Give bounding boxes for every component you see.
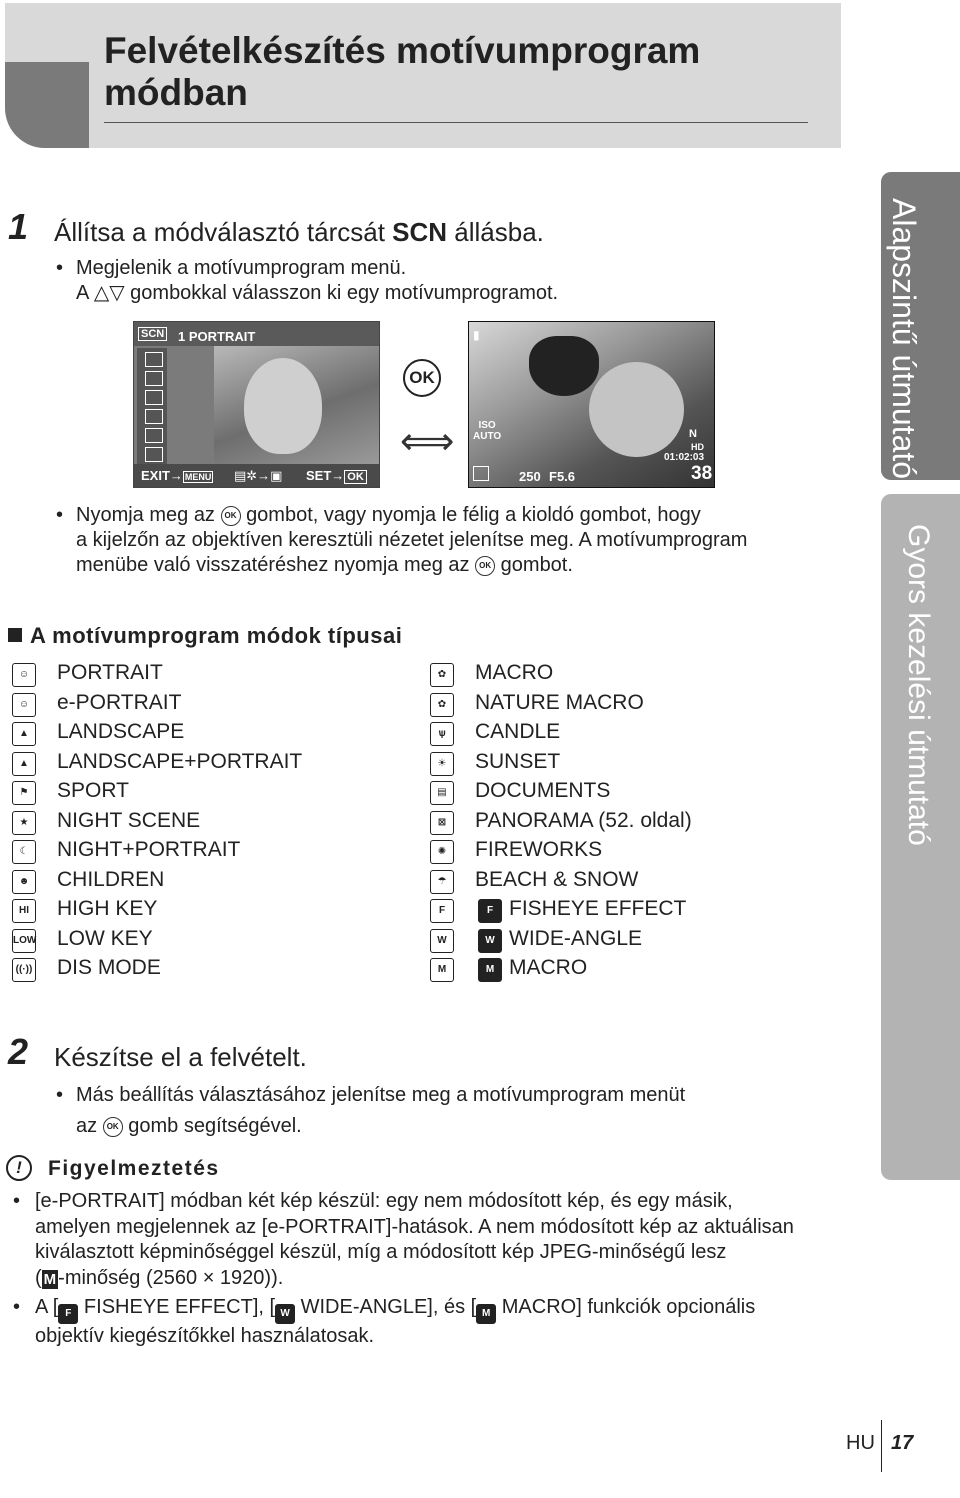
mode-label: NATURE MACRO	[475, 690, 644, 714]
step1-text-scn: SCN	[392, 217, 448, 247]
mode-label: BEACH & SNOW	[475, 867, 639, 891]
mode-indicator-icon	[473, 466, 489, 481]
list-item	[12, 661, 402, 691]
step1-text	[54, 217, 544, 248]
portrait-photo	[214, 346, 379, 464]
dog-shape	[529, 336, 599, 396]
list-item	[430, 691, 850, 721]
step1-bullet-line2-b: gombokkal válasszon ki egy motívumprogramot.	[130, 282, 559, 304]
wide-angle-icon: W	[430, 929, 454, 953]
list-item	[430, 661, 850, 691]
mode-label: LOW KEY	[57, 926, 153, 950]
warning-p2-line1-c: WIDE-ANGLE], és [	[295, 1296, 477, 1318]
recording-time: 01:02:03	[664, 452, 705, 463]
iso-label: ISO	[478, 420, 496, 431]
mode-label: CHILDREN	[57, 867, 165, 891]
mode-thumb-icon[interactable]	[145, 447, 163, 462]
page-title-line2: módban	[104, 72, 248, 113]
iso-auto-label: AUTO	[473, 431, 502, 442]
step1-bullet-line2	[76, 281, 836, 306]
scene-menu-screen	[133, 321, 380, 488]
documents-icon: ▤	[430, 781, 454, 805]
side-tab-basic-guide-label	[887, 198, 921, 479]
page-number: 17	[891, 1432, 914, 1454]
list-item	[12, 868, 402, 898]
side-tab-basic-line1: Alapszintű	[886, 198, 922, 346]
mode-thumb-icon[interactable]	[145, 409, 163, 424]
menu-top-bar	[134, 322, 379, 346]
list-item	[12, 927, 402, 957]
warning-p2-line1	[35, 1295, 855, 1324]
warning-p1-line4	[35, 1266, 855, 1292]
fisheye-icon: F	[58, 1304, 78, 1324]
warning-p2-line1-d: MACRO] funkciók opcionális	[496, 1296, 756, 1318]
battery-icon: ▮	[473, 328, 480, 342]
mode-label: SUNSET	[475, 749, 561, 773]
night-scene-icon: ★	[12, 811, 36, 835]
mode-label: MACRO	[509, 956, 588, 979]
list-item	[12, 720, 402, 750]
side-tab-quick-guide[interactable]	[881, 494, 960, 1180]
section-title: A motívumprogram módok típusai	[30, 623, 403, 648]
section-square-icon	[8, 628, 22, 642]
ok-button-icon: OK	[403, 359, 441, 397]
e-portrait-icon: ☺	[12, 693, 36, 717]
fisheye-icon: F	[478, 899, 502, 923]
shutter-speed: 250	[519, 469, 541, 484]
menu-set-label: SET→ OK	[306, 468, 367, 483]
mode-label: PORTRAIT	[57, 661, 163, 684]
bullet-dot: •	[56, 257, 64, 279]
children-icon: ☻	[12, 870, 36, 894]
menu-key: MENU	[184, 472, 212, 482]
page-title	[104, 30, 804, 114]
wide-angle-icon: W	[275, 1304, 295, 1324]
warning-title: Figyelmeztetés	[48, 1157, 220, 1180]
nature-macro-icon: ✿	[430, 693, 454, 717]
mode-label: MACRO	[475, 661, 554, 684]
bullet2-line1-b: gombot, vagy nyomja le félig a kioldó gombot, hogy	[246, 504, 701, 526]
mode-thumb-icon[interactable]	[145, 428, 163, 443]
dis-mode-icon: ((·))	[12, 958, 36, 982]
mode-label: NIGHT+PORTRAIT	[57, 838, 241, 861]
candle-icon: ѱ	[430, 722, 454, 746]
list-item	[12, 691, 402, 721]
set-text: SET	[306, 468, 332, 483]
warning-paragraph-1	[13, 1189, 855, 1291]
warning-paragraph-2	[13, 1295, 855, 1350]
panorama-icon: ⊠	[430, 811, 454, 835]
landscape-portrait-icon: ▲	[12, 752, 36, 776]
macro-converter-icon: M	[478, 958, 502, 982]
scn-badge: SCN	[138, 327, 167, 341]
high-key-icon: HI	[12, 899, 36, 923]
step2-bullet-line2	[76, 1111, 836, 1142]
menu-selected-title: 1 PORTRAIT	[178, 329, 256, 344]
mode-label: LANDSCAPE	[57, 720, 185, 743]
bullet-dot: •	[13, 1190, 21, 1212]
list-item	[12, 750, 402, 780]
page-title-line1: Felvételkészítés motívumprogram	[104, 30, 701, 71]
language-code: HU	[846, 1432, 875, 1454]
ok-small-icon: OK	[475, 556, 495, 576]
list-item	[12, 809, 402, 839]
step2-bullet-line2-a: az	[76, 1115, 98, 1137]
mode-label: CANDLE	[475, 720, 561, 743]
fisheye-icon: F	[430, 899, 454, 923]
step1-bullet	[56, 256, 836, 306]
list-item	[430, 897, 850, 927]
footer-divider	[881, 1420, 882, 1472]
exit-text: EXIT	[141, 468, 170, 483]
list-item	[430, 750, 850, 780]
bullet2-line1	[76, 503, 846, 528]
list-item	[430, 779, 850, 809]
bullet-dot: •	[13, 1296, 21, 1318]
fireworks-icon: ✺	[430, 840, 454, 864]
step1-text-b: állásba.	[447, 217, 544, 247]
list-item	[12, 897, 402, 927]
side-tab-quick-guide-label: Gyors kezelési útmutató	[902, 524, 935, 846]
step2-bullet	[56, 1080, 836, 1142]
bullet2-line3-b: gombot.	[500, 554, 573, 576]
macro-converter-icon: M	[430, 958, 454, 982]
list-item	[430, 956, 850, 986]
macro-icon: ✿	[430, 663, 454, 687]
face-shape	[244, 358, 322, 454]
warning-p1-line4-b: -minőség (2560 × 1920)).	[58, 1266, 284, 1289]
ok-small-icon: OK	[221, 506, 241, 526]
boy-face-shape	[589, 362, 684, 457]
sunset-icon: ☀	[430, 752, 454, 776]
night-portrait-icon: ☾	[12, 840, 36, 864]
side-tab-basic-line2: útmutató	[886, 354, 922, 480]
warning-p2-line1-a: A [	[35, 1296, 59, 1318]
aperture-value: F5.6	[549, 469, 576, 484]
macro-converter-icon: M	[476, 1304, 496, 1324]
mode-label: FIREWORKS	[475, 838, 603, 861]
ok-key: OK	[344, 470, 367, 484]
list-item	[430, 720, 850, 750]
low-key-icon: LOW	[12, 929, 36, 953]
caution-icon: !	[6, 1155, 32, 1181]
shots-remaining: 38	[691, 463, 713, 484]
menu-exit-label: EXIT→ MENU	[141, 468, 212, 483]
mode-label: NIGHT SCENE	[57, 808, 201, 832]
step2-number: 2	[8, 1031, 29, 1072]
header-tab	[5, 62, 89, 148]
list-item	[12, 838, 402, 868]
side-tab-basic-guide[interactable]	[881, 172, 960, 480]
mode-thumb-icon[interactable]	[145, 390, 163, 405]
step2-bullet-line1: Más beállítás választásához jelenítse meg a motívumprogram menüt	[76, 1084, 686, 1106]
wide-angle-icon: W	[478, 929, 502, 953]
bullet2-line3	[76, 553, 846, 578]
step1-bullet2	[56, 503, 846, 578]
arrow-down-icon: ▽	[109, 282, 125, 304]
list-item	[430, 809, 850, 839]
bullet-dot: •	[56, 504, 64, 526]
mode-label: SPORT	[57, 779, 129, 802]
arrow-up-icon: △	[93, 282, 110, 304]
iso-indicator	[473, 420, 501, 442]
list-item	[430, 838, 850, 868]
quality-indicator: N	[689, 428, 697, 440]
mode-label: e-PORTRAIT	[57, 690, 182, 714]
step1-bullet-line1: Megjelenik a motívumprogram menü.	[76, 257, 407, 279]
info-key-icon: ▤✲→▣	[234, 468, 283, 483]
mode-label: HIGH KEY	[57, 897, 158, 920]
mode-thumb-icon[interactable]	[145, 371, 163, 386]
live-view-screen	[468, 321, 715, 488]
ok-small-icon: OK	[103, 1117, 123, 1137]
warning-p1-line1: [e-PORTRAIT] módban két kép készül: egy nem módosított kép, és egy másik,	[35, 1190, 733, 1212]
bullet-dot: •	[56, 1084, 64, 1106]
bullet2-line3-a: menübe való visszatéréshez nyomja meg az	[76, 554, 470, 576]
step1-number: 1	[8, 206, 29, 247]
landscape-icon: ▲	[12, 722, 36, 746]
bullet2-line2: a kijelzőn az objektíven keresztüli nézetet jelenítse meg. A motívumprogram	[76, 529, 748, 551]
mode-label: DOCUMENTS	[475, 779, 611, 802]
bullet2-line1-a: Nyomja meg az	[76, 504, 215, 526]
mode-label: WIDE-ANGLE	[509, 926, 643, 950]
sport-icon: ⚑	[12, 781, 36, 805]
header-rule	[104, 122, 808, 123]
warning-p2-line1-b: FISHEYE EFFECT], [	[78, 1296, 276, 1318]
portrait-icon: ☺	[12, 663, 36, 687]
list-item	[430, 868, 850, 898]
mode-thumb-icon[interactable]	[145, 352, 163, 367]
hd-indicator: HD	[691, 442, 704, 452]
list-item	[430, 927, 850, 957]
mode-icon-column	[137, 348, 167, 466]
quality-m-icon: M	[43, 1270, 57, 1288]
step2-bullet-line2-b: gomb segítségével.	[128, 1115, 302, 1137]
list-item	[12, 779, 402, 809]
mode-label: FISHEYE EFFECT	[509, 897, 687, 920]
step1-bullet-line2-a: A	[76, 282, 89, 304]
list-item	[12, 956, 402, 986]
step2-text: Készítse el a felvételt.	[54, 1042, 307, 1072]
mode-label: LANDSCAPE+PORTRAIT	[57, 749, 303, 773]
warning-p2-line2: objektív kiegészítőkkel használatosak.	[35, 1325, 375, 1347]
warning-p1-line2: amelyen megjelennek az [e-PORTRAIT]-hatások. A nem módosított kép az aktuálisan	[35, 1215, 794, 1238]
mode-label: DIS MODE	[57, 956, 161, 979]
warning-p1-line3: kiválasztott képminőséggel készül, míg a módosított kép JPEG-minőségű lesz	[35, 1241, 727, 1263]
mode-label: PANORAMA (52. oldal)	[475, 808, 692, 832]
warning-p1-line4-a: (	[35, 1266, 42, 1289]
beach-snow-icon: ☂	[430, 870, 454, 894]
step1-text-a: Állítsa a módválasztó tárcsát	[54, 217, 393, 247]
double-arrow-icon: ⟺	[400, 421, 455, 463]
